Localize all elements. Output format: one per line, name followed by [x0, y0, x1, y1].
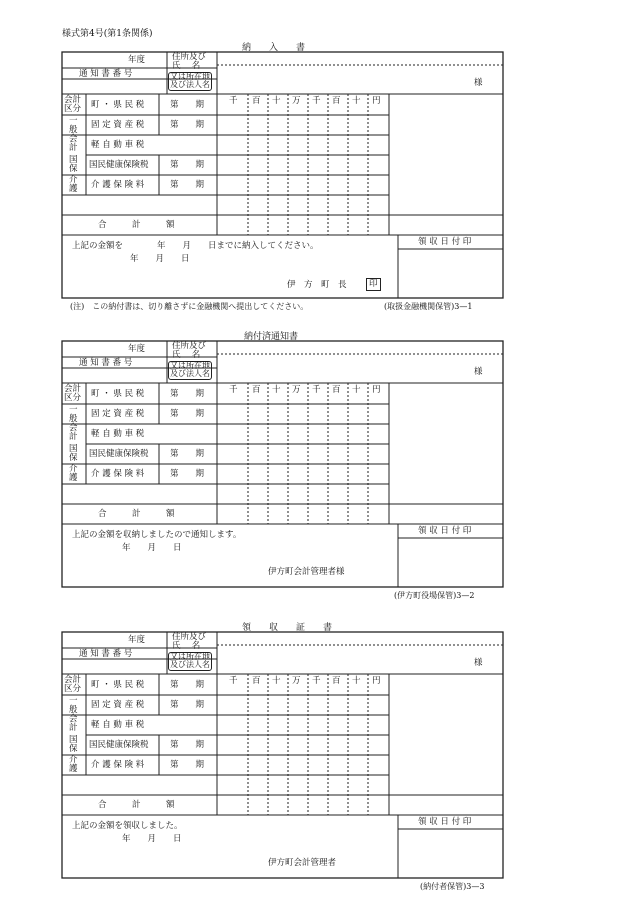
general-char-3: 会 [69, 713, 78, 724]
date-line: 年 月 日 [122, 834, 182, 844]
kaigo-char-1: 介 [69, 464, 78, 474]
digit-header: 千 [229, 96, 238, 106]
tax-row-label: 固 定 資 産 税 [91, 120, 145, 130]
corporate-label [168, 361, 212, 380]
digit-header: 十 [352, 676, 361, 686]
form-title: 領 収 証 書 [242, 623, 333, 633]
copy-label: (取扱金融機関保管)3—1 [384, 302, 473, 311]
corporate-label [168, 652, 212, 671]
form-title: 納 入 書 [242, 43, 306, 53]
official-seal: 印 [366, 278, 381, 291]
tax-row-label: 固 定 資 産 税 [91, 409, 145, 419]
date-line: 年 月 日 [122, 543, 182, 553]
sama-label: 様 [474, 78, 483, 88]
care-label [69, 176, 78, 194]
digit-header: 円 [372, 385, 381, 395]
tax-row-label: 町 ・ 県 民 税 [91, 680, 145, 690]
corporate-label-line1: 又は所在地 [170, 361, 210, 370]
digit-header: 百 [332, 676, 341, 686]
account-label-2: 区分 [64, 103, 82, 114]
address-label-line2: 氏 名 [172, 640, 201, 651]
corporate-label-line2: 及び法人名 [170, 369, 210, 379]
address-label-line1: 住所及び [172, 341, 207, 351]
period-label: 第 期 [170, 120, 205, 130]
account-category-label [64, 96, 81, 114]
period-label: 第 期 [170, 180, 205, 190]
total-label: 合 計 額 [98, 509, 175, 519]
general-account-label [69, 697, 78, 733]
receipt-stamp-label: 領 収 日 付 印 [418, 526, 472, 536]
form-grid-lines [62, 52, 503, 298]
digit-header: 十 [352, 385, 361, 395]
digit-header: 百 [332, 385, 341, 395]
tax-row-label: 町 ・ 県 民 税 [91, 389, 145, 399]
kokuho-char-1: 国 [69, 735, 78, 745]
account-label-2: 区分 [64, 392, 82, 403]
tax-row-label: 国民健康保険税 [89, 740, 149, 750]
address-label [172, 633, 206, 650]
kokuho-char-2: 保 [69, 743, 78, 754]
fiscal-year-label: 年度 [128, 55, 146, 65]
kaigo-char-2: 護 [69, 763, 78, 774]
tax-row-label: 国民健康保険税 [89, 449, 149, 459]
care-label [69, 756, 78, 774]
digit-header: 千 [312, 96, 321, 106]
period-label: 第 期 [170, 449, 205, 459]
general-account-label [69, 406, 78, 442]
care-label [69, 465, 78, 483]
period-label: 第 期 [170, 160, 205, 170]
form-number-note: 様式第4号(第1条関係) [62, 29, 153, 39]
corporate-label-line2: 及び法人名 [170, 80, 210, 90]
tax-row-label: 軽 自 動 車 税 [91, 720, 145, 730]
kaigo-char-2: 護 [69, 183, 78, 194]
account-label-1: 会計 [64, 95, 82, 105]
general-char-2: 般 [69, 413, 78, 424]
footer-note: (注) この納付書は、切り離さずに金融機関へ提出してください。 [70, 302, 309, 311]
address-label-line2: 氏 名 [172, 60, 201, 71]
total-label: 合 計 額 [98, 800, 175, 810]
period-label: 第 期 [170, 469, 205, 479]
digit-header: 千 [312, 385, 321, 395]
kaigo-char-1: 介 [69, 175, 78, 185]
notice-number-label: 通 知 書 番 号 [79, 69, 133, 79]
notice-number-label: 通 知 書 番 号 [79, 358, 133, 368]
address-label [172, 53, 206, 70]
payment-notice-form [62, 341, 503, 587]
digit-header: 万 [292, 96, 301, 106]
kokuho-char-2: 保 [69, 452, 78, 463]
period-label: 第 期 [170, 409, 205, 419]
notice-number-label: 通 知 書 番 号 [79, 649, 133, 659]
digit-header: 円 [372, 676, 381, 686]
signer-name: 伊方町会計管理者様 [268, 567, 345, 577]
tax-row-label: 軽 自 動 車 税 [91, 429, 145, 439]
digit-header: 十 [272, 385, 281, 395]
corporate-label-line1: 又は所在地 [170, 72, 210, 81]
period-label: 第 期 [170, 700, 205, 710]
payment-message: 上記の金額を収納しましたので通知します。 [72, 530, 242, 540]
sama-label: 様 [474, 658, 483, 668]
digit-header: 百 [252, 385, 261, 395]
period-label: 第 期 [170, 100, 205, 110]
general-char-3: 会 [69, 133, 78, 144]
account-label-1: 会計 [64, 675, 82, 685]
digit-header: 十 [272, 676, 281, 686]
general-char-4: 計 [69, 722, 78, 733]
period-label: 第 期 [170, 389, 205, 399]
form-title: 納付済通知書 [244, 332, 299, 342]
date-line: 年 月 日 [130, 254, 190, 264]
general-char-1: 一 [69, 696, 78, 706]
kokuho-char-1: 国 [69, 444, 78, 454]
payment-message: 上記の金額を 年 月 日までに納入してください。 [72, 241, 319, 251]
digit-header: 円 [372, 96, 381, 106]
tax-row-label: 固 定 資 産 税 [91, 700, 145, 710]
copy-label: (納付者保管)3—3 [420, 882, 485, 891]
copy-label: (伊方町役場保管)3—2 [394, 591, 475, 600]
general-account-label [69, 117, 78, 153]
sama-label: 様 [474, 367, 483, 377]
payment-slip-form [62, 52, 503, 298]
tax-row-label: 介 護 保 険 料 [91, 760, 145, 770]
national-health-label [69, 156, 78, 174]
general-char-2: 般 [69, 704, 78, 715]
total-label: 合 計 額 [98, 220, 175, 230]
digit-header: 千 [312, 676, 321, 686]
receipt-form [62, 632, 503, 878]
digit-header: 十 [352, 96, 361, 106]
digit-header: 万 [292, 385, 301, 395]
signer-name: 伊方町会計管理者 [268, 858, 337, 868]
address-label-line1: 住所及び [172, 52, 207, 62]
corporate-label [168, 72, 212, 91]
tax-row-label: 介 護 保 険 料 [91, 180, 145, 190]
fiscal-year-label: 年度 [128, 344, 146, 354]
general-char-4: 計 [69, 142, 78, 153]
digit-header: 千 [229, 676, 238, 686]
period-label: 第 期 [170, 760, 205, 770]
kokuho-char-1: 国 [69, 155, 78, 165]
corporate-label-line2: 及び法人名 [170, 660, 210, 670]
general-char-2: 般 [69, 124, 78, 135]
fiscal-year-label: 年度 [128, 635, 146, 645]
tax-row-label: 軽 自 動 車 税 [91, 140, 145, 150]
period-label: 第 期 [170, 680, 205, 690]
account-label-1: 会計 [64, 384, 82, 394]
receipt-stamp-label: 領 収 日 付 印 [418, 237, 472, 247]
tax-row-label: 国民健康保険税 [89, 160, 149, 170]
address-label-line1: 住所及び [172, 632, 207, 642]
account-label-2: 区分 [64, 683, 82, 694]
digit-header: 千 [229, 385, 238, 395]
payment-message: 上記の金額を領収しました。 [72, 821, 183, 831]
address-label-line2: 氏 名 [172, 349, 201, 360]
kokuho-char-2: 保 [69, 163, 78, 174]
tax-row-label: 町 ・ 県 民 税 [91, 100, 145, 110]
general-char-1: 一 [69, 116, 78, 126]
digit-header: 百 [252, 96, 261, 106]
national-health-label [69, 445, 78, 463]
signer-name: 伊 方 町 長 [287, 280, 347, 290]
receipt-stamp-label: 領 収 日 付 印 [418, 817, 472, 827]
digit-header: 百 [252, 676, 261, 686]
address-label [172, 342, 206, 359]
account-category-label [64, 385, 81, 403]
kaigo-char-1: 介 [69, 755, 78, 765]
account-category-label [64, 676, 81, 694]
kaigo-char-2: 護 [69, 472, 78, 483]
national-health-label [69, 736, 78, 754]
digit-header: 万 [292, 676, 301, 686]
digit-header: 十 [272, 96, 281, 106]
general-char-1: 一 [69, 405, 78, 415]
corporate-label-line1: 又は所在地 [170, 652, 210, 661]
general-char-3: 会 [69, 422, 78, 433]
digit-header: 百 [332, 96, 341, 106]
general-char-4: 計 [69, 431, 78, 442]
tax-row-label: 介 護 保 険 料 [91, 469, 145, 479]
period-label: 第 期 [170, 740, 205, 750]
